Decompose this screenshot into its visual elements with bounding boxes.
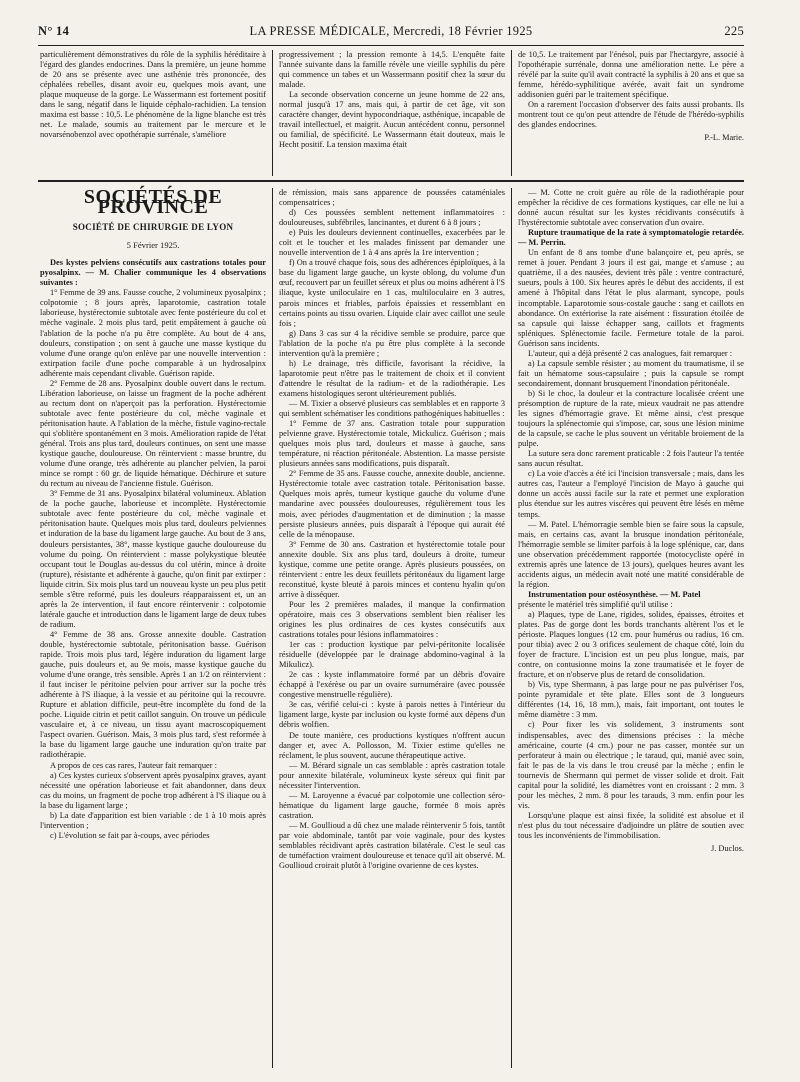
top-column-2 [279, 50, 505, 150]
paragraph: 3° Femme de 31 ans. Pyosalpinx bilatéral volumineux. Ablation de la poche gauche, laborieuse et incomplète. Hystérectomie subtotale avec fente postérieure du col, mèche vaginale et péritonisation haute. Quelques mois plus tard, douleurs pelviennes et induration de la base du ligament large gauche. Au bout de 3 ans, douleurs persistantes, 38°, masse kystique gauche douloureuse du volume du poing. On réintervient : masse polykystique bleutée occupant tout le Douglas au-dessus du col utérin, mince à droite (rupture), résistante et adhérente à gauche, qu'on finit par extirper : liquide citrin. Six mois plus tard un nouveau kyste un peu plus petit semble s'être reformé, puis les douleurs réapparaissent et, un an après la 2e intervention, il faut encore réintervenir : colpotomie latérale gauche et introduction dans le ligament large de deux tubes de radium. [40, 489, 266, 629]
society-name: SOCIÉTÉ DE CHIRURGIE DE LYON [72, 222, 234, 233]
paragraph: a) Plaques, type de Lane, rigides, solides, épaisses, étroites et plates. Pas de gorge dont les bords tranchants altèrent l'os et le périoste. Plaques longues (12 cm. pour humérus ou radius, 16 cm. pour tibia) avec 2 ou 3 orifices seulement de chaque côté, loin du foyer de fracture. L'incision est un peu plus longue, mais, par contre, on contusionne moins la zone traumatisée et le foyer de fracture, et on n'observe plus de retard de consolidation. [518, 609, 744, 680]
paragraph: 1° Femme de 37 ans. Castration totale pour suppuration pelvienne grave. Hystérectomie totale, Mickulicz. Guérison ; mais quelques mois plus tard, douleurs et masse à gauche, sans température, ni réaction péritonéale. Abstention. La masse persiste plusieurs années sans modifications, puis disparaît. [279, 419, 505, 469]
paragraph: c) L'évolution se fait par à-coups, avec périodes [50, 830, 210, 840]
paragraph: La seconde observation concerne un jeune homme de 22 ans, normal jusqu'à 17 ans, mais qui, à partir de cet âge, vit son caractère changer, devint hypocondriaque, asthénique, incapable de travail intellectuel, et maigrit. Aucun antécédent connu, personnel ou familial, de spécificité. Le Wassermann était douteux, mais le Hecht positif. La tension maxima était [279, 90, 505, 150]
paragraph: — M. Laroyenne a évacué par colpotomie une collection séro-hématique du ligament large gauche, formée 8 mois après castration. [279, 790, 505, 820]
paragraph: de rémission, mais sans apparence de poussées cataméniales compensatrices ; [279, 188, 505, 208]
paragraph: g) Dans 3 cas sur 4 la récidive semble se produire, parce que l'ablation de la poche n'a pu être plus complète à la seconde intervention qu'à la première ; [279, 328, 505, 358]
paragraph: b) Vis, type Shermann, à pas large pour ne pas pulvériser l'os, pointe pyramidale et tête plate. Elles sont de 3 longueurs différentes (14, 16, 18 mm.), mais, fait important, ont toutes le même diamètre : 3 mm. [518, 680, 744, 720]
column-3 [518, 188, 744, 854]
paragraph: Lorsqu'une plaque est ainsi fixée, la solidité est absolue et il n'est plus du tout nécessaire d'adjoindre un plâtre de soutien avec tous les inconvénients de l'immobilisation. [518, 810, 744, 840]
paragraph: L'auteur, qui a déjà présenté 2 cas analogues, fait remarquer : [528, 348, 733, 358]
paragraph: — M. Patel. L'hémorragie semble bien se faire sous la capsule, mais, en certains cas, avant la brusque inondation péritonéale, l'hémorragie semble se limiter parfois à la loge splénique, car, dans une observation précédemment rapportée (motocycliste opéré in extremis après une latence de 13 jours), quelques heures avant les accidents aigus, un médecin avait noté une matité considérable de la région. [518, 519, 744, 589]
top-column-3 [518, 50, 744, 143]
paragraph: Un enfant de 8 ans tombe d'une balançoire et, peu après, se remet à jouer. Pendant 3 jours il est gai, mange et s'amuse ; au quatrième, il a des nausées, devient très pâle : ventre contracturé, sueurs, pouls à 100. Six heures après le début des accidents, il est amené à l'hôpital dans l'état le plus alarmant, syncope, pouls incomptable. Laparotomie sous-costale gauche : sang et caillots en abondance. On extériorise la rate aisément : fissuration étoilée de sa capsule qui laisse échapper sang, caillots et fragments spléniques. Splénectomie facile. Fermeture totale de la paroi. Guérison sans incidents. [518, 248, 744, 348]
paragraph: c) La voie d'accès a été ici l'incision transversale ; mais, dans les autres cas, l'auteur a l'employé l'incision de Mayo à gauche qui donne un accès aussi facile sur la rate et permet une exploration plus étendue sur les autres viscères qui peuvent être lésés en même temps. [518, 469, 744, 519]
session-date: 5 Février 1925. [126, 240, 180, 251]
paragraph: A propos de ces cas rares, l'auteur fait remarquer : [50, 760, 217, 770]
paragraph: particulièrement démonstratives du rôle de la syphilis héréditaire à l'égard des glandes endocrines. Dans la première, un jeune homme de 20 ans se présente avec une asthénie très prononcée, des céphalées rebelles, disant avoir eu, quelques mois avant, une plaque muqueuse de la gorge. Le Wassermann est fortement positif dans le sang, négatif dans le liquide céphalo-rachidien. La tension maxima est basse : 10,5. Le phénomène de la ligne blanche est très net. Le malade, soumis au traitement par le mercure et le novarsénobenzol avec opothérapie surrénale, s'améliore [40, 50, 266, 140]
paragraph: 1er cas : production kystique par pelvi-péritonite localisée résiduelle (développée par le drainage abdomino-vaginal à la Mikulicz). [279, 640, 505, 670]
paragraph: progressivement ; la pression remonte à 14,5. L'enquête faite l'année suivante dans la famille révèle une vieille syphilis du père qui commence un tabes et un Wassermann positif chez la sœur du malade. [279, 50, 505, 90]
author-signature: J. Duclos. [711, 844, 744, 854]
paragraph: de 10,5. Le traitement par l'énésol, puis par l'hectargyre, associé à l'opothérapie surrénale, donna une amélioration nette. Le père a révélé par la suite qu'il avait contracté la syphilis à 20 ans et que sa femme, hérédo-syphilitique avérée, avait fait un syndrome addisonien guéri par le traitement spécifique. [518, 50, 744, 100]
paragraph: La suture sera donc rarement praticable : 2 fois l'auteur l'a tentée sans aucun résultat. [518, 449, 744, 469]
page-header [38, 24, 744, 46]
column-2 [279, 188, 505, 871]
paragraph: a) Ces kystes curieux s'observent après pyosalpinx graves, ayant nécessité une opération laborieuse et fait abandonner, dans deux cas du moins, un fragment de poche trop adhérent à l'S iliaque ou à la base du ligament large ; [40, 770, 266, 810]
article-heading: Rupture traumatique de la rate à symptomatologie retardée. — M. Perrin. [518, 228, 744, 248]
paragraph: Pour les 2 premières malades, il manque la confirmation opératoire, mais ces 3 observations semblent bien réaliser les origines les plus ordinaires de ces kystes consécutifs aux castrations totales pour lésions inflammatoires : [279, 599, 505, 640]
section-rule [38, 180, 744, 182]
paragraph: 2° Femme de 35 ans. Fausse couche, annexite double, ancienne. Hystérectomie totale avec castration totale. Péritonisation basse. Quelques mois après, tumeur kystique gauche du volume d'une mandarine avec poussées douloureuses, régulièrement tous les mois, avec périodes d'augmentation et de diminution ; la masse persiste plusieurs années, puis disparaît à l'époque qui aurait été celle de la ménopause. [279, 469, 505, 539]
paragraph: h) Le drainage, très difficile, favorisant la récidive, la laparotomie peut n'être pas le traitement de choix et il convient d'attendre le résultat de la radium- et de la radiothérapie. Les examens histologiques seront ultérieurement publiés. [279, 358, 505, 398]
paragraph: f) On a trouvé chaque fois, sous des adhérences épiploïques, à la base du ligament large gauche, un kyste oblong, du volume d'un œuf, recouvert par un feuillet séreux et plus ou moins adhérent à l'S iliaque, kyste uniloculaire en 1 cas, multiloculaire en 3 autres, parois minces et friables, parfois épaissies et ressemblant en certains points au tissu ovarien. Liquide clair avec caillot une seule fois ; [279, 258, 505, 328]
paragraph: — M. Goullioud a dû chez une malade réintervenir 5 fois, tantôt par voie abdominale, tantôt par voie vaginale, pour des kystes semblables récidivant après castration bilatérale. C'est le seul cas de tuméfaction vraiment douloureuse et tenace qu'il ait observé. M. Goullioud croirait plutôt à l'origine ovarienne de ces kystes. [279, 820, 505, 871]
paragraph: 3° Femme de 30 ans. Castration et hystérectomie totale pour annexite double. Six ans plus tard, douleurs à droite, tumeur kystique, comme une petite orange. Après plusieurs poussées, on réintervient : entre les deux feuillets péritonéaux du ligament large reconstitué, kyste bleuté à parois minces et contenu hyalin qu'on arrive à disséquer. [279, 539, 505, 599]
paragraph: On a rarement l'occasion d'observer des faits aussi probants. Ils montrent tout ce qu'on peut attendre de l'étude de l'hérédo-syphilis des glandes endocrines. [518, 100, 744, 130]
paragraph: e) Puis les douleurs deviennent continuelles, exacerbées par le coït et le toucher et les malades finissent par demander une nouvelle intervention de 1 à 4 ans après la 1re intervention ; [279, 228, 505, 258]
paragraph: — M. Cotte ne croit guère au rôle de la radiothérapie pour empêcher la récidive de ces formations kystiques, car elle ne lui a donné aucun résultat sur les kystes récidivants consécutifs à l'hystérectomie subtotale avec conservation d'un ovaire. [518, 188, 744, 228]
paragraph: 2e cas : kyste inflammatoire formé par un débris d'ovaire échappé à l'exérèse ou par un ovaire surnuméraire (avec poussée congestive menstruelle régulière). [279, 670, 505, 700]
paragraph: b) La date d'apparition est bien variable : de 1 à 10 mois après l'intervention ; [40, 810, 266, 830]
paragraph: d) Ces poussées semblent nettement inflammatoires : douloureuses, subfébriles, lancinantes, et durent 6 à 8 jours ; [279, 208, 505, 228]
paragraph: De toute manière, ces productions kystiques n'offrent aucun danger et, avec A. Pollosson, M. Tixier estime qu'elles ne réclament, le plus souvent, aucune thérapeutique active. [279, 730, 505, 760]
paragraph: 3e cas, vérifié celui-ci : kyste à parois nettes à l'intérieur du ligament large, kyste par inclusion ou kyste formé aux dépens d'un débris wolfien. [279, 700, 505, 730]
column-divider [272, 50, 273, 176]
section-title: SOCIÉTÉS DE PROVINCE [83, 186, 223, 219]
paragraph: — M. Bérard signale un cas semblable : après castration totale pour annexite bilatérale, volumineux kyste séreux qui finit par nécessiter l'intervention. [279, 760, 505, 790]
header-rule [38, 45, 744, 46]
paragraph: 4° Femme de 38 ans. Grosse annexite double. Castration double, hystérectomie subtotale, péritonisation basse. Guérison rapide. Trois mois plus tard, légère induration du ligament large gauche, puis douleurs et, au 9e mois, masse kystique gauche du volume d'une orange, très sensible. Après 1 an 1/2 on réintervient : il faut inciser le péritoine pelvien pour arriver sur la poche très adhérente à l'S iliaque, à la vessie et au péritoine qui la recouvre. Rupture et ablation difficile, peut-être incomplète du fond de la poche. Liquide citrin et petit caillot sanguin. On trouve un pédicule vasculaire et, à ce niveau, un tissu ayant macroscopiquement l'aspect ovarien. Guérison. Mais, 3 mois plus tard, s'est reformée à la base du ligament large gauche une induration qu'on traite par radiothérapie. [40, 629, 266, 760]
article-heading: Instrumentation pour ostéosynthèse. — M. Patel [528, 589, 701, 599]
paragraph: — M. Tixier a observé plusieurs cas semblables et en rapporte 3 qui semblent schématiser les conditions pathogéniques habituelles : [279, 398, 505, 419]
paragraph: 2° Femme de 28 ans. Pyosalpinx double ouvert dans le rectum. Libération laborieuse, on laisse un fragment de la poche adhérent au rectum dont on n'aperçoit pas la perforation. Hystérectomie subtotale avec fente postérieure du col, mèche vaginale et péritonisation haute. A l'ablation de la mèche, fistule vagino-rectale qui s'oblitère spontanément en 3 mois. Amélioration rapide de l'état général. Trois ans plus tard, douleurs continues, on sent une masse kystique gauche, douloureuse. On réintervient : masse bruntre, du volume d'une orange, très adhérente au plancher pelvien, la paroi mince se rompt : 60 gr. de liquide hématique. Déchirure et suture du rectum au niveau de l'ancienne fistule. Guérison. [40, 378, 266, 489]
column-divider [511, 50, 512, 176]
paragraph: b) Si le choc, la douleur et la contracture localisée créent une présomption de rupture de la rate, mieux vaudrait ne pas attendre les signes d'hémorragie grave. Et même ainsi, c'est presque toujours la splénectomie qui s'impose, car, sous une lésion minime de la capsule, se cache le plus souvent un véritable broiement de la pulpe. [518, 388, 744, 449]
issue-number: N° 14 [38, 24, 70, 38]
top-column-1 [40, 50, 266, 140]
article-heading: Des kystes pelviens consécutifs aux castrations totales pour pyosalpinx. — M. Chalier communique les 4 observations suivantes : [40, 258, 266, 288]
page-number: 225 [724, 24, 744, 38]
paragraph: présente le matériel très simplifié qu'il utilise : [518, 599, 673, 609]
author-signature: P.-L. Marie. [704, 133, 744, 143]
column-divider [272, 188, 273, 1068]
journal-title: LA PRESSE MÉDICALE, Mercredi, 18 Février 1925 [249, 24, 533, 38]
paragraph: 1° Femme de 39 ans. Fausse couche, 2 volumineux pyosalpinx ; colpotomie ; 8 jours après, laparotomie, castration totale laborieuse, hystérectomie subtotale avec fente postérieure du col et mèche vaginale. 2 mois plus tard, petit empâtement à gauche où l'ablation de la poche n'a pu être complète. Au bout de 4 ans, douleurs, constipation ; on sent à gauche une masse kystique du volume d'une orange qu'on enlève par une nouvelle intervention : extirpation facile d'une poche comparable à un hydrosalpinx adhérente mais cependant clivable. Guérison rapide. [40, 288, 266, 378]
column-1 [40, 188, 266, 841]
column-divider [511, 188, 512, 1068]
paragraph: c) Pour fixer les vis solidement, 3 instruments sont indispensables, avec des dimensions précises : la mèche américaine, courte (4 cm.) pour ne pas casser, montée sur un perforateur à main ou électrique ; le taraud, qui, manié avec soin, fait le pas de la vis dans le trou creusé par la mèche ; enfin le tournevis de Shermann qui permet de visser solide et droit. Fait capital pour la solidité, les diamètres vont en croissant : 2 mm. 3 pour les mèches, 2 mm. 8 pour les tarauds, 3 mm. enfin pour les vis. [518, 720, 744, 810]
paragraph: a) La capsule semble résister ; au moment du traumatisme, il se fait un hématome sous-capsulaire ; puis la capsule se rompt secondairement, donnant brusquement l'inondation péritonéale. [518, 358, 744, 388]
